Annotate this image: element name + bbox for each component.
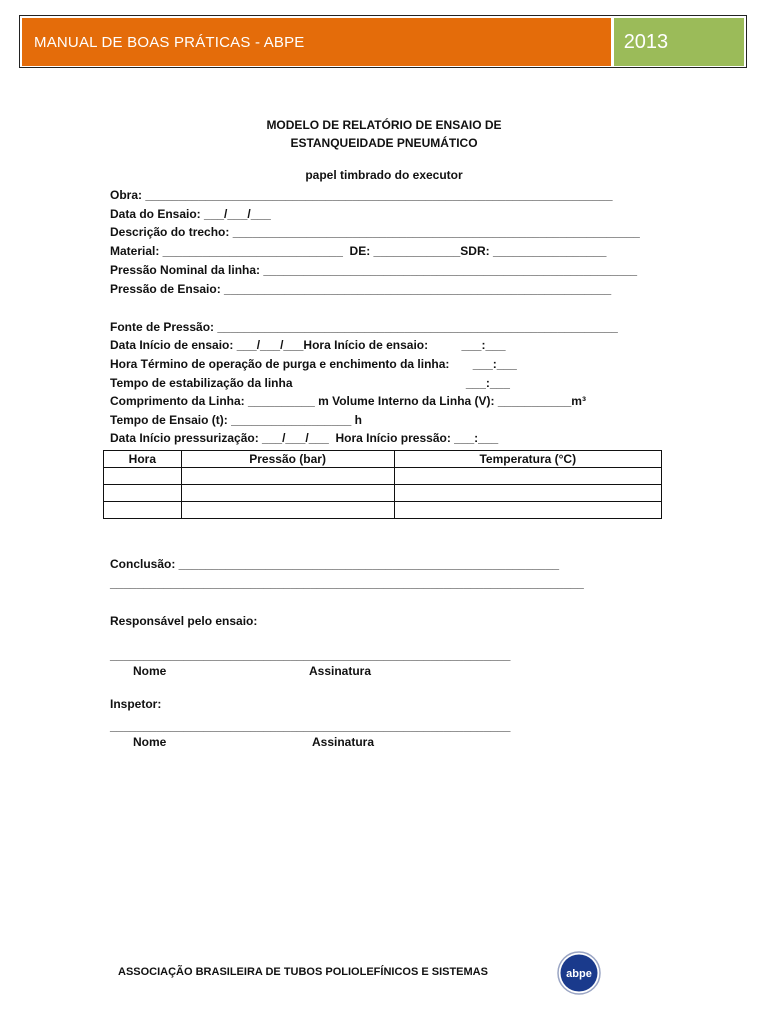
column-header-temperatura: Temperatura (°C)	[394, 451, 661, 468]
logo-text: abpe	[566, 968, 592, 980]
conclusion-line2: _______________________________________________________________________	[110, 576, 584, 590]
inspetor-signature-line: ____________________________________________________________	[110, 719, 511, 733]
field-descricao-trecho: Descrição do trecho: _____________________________________________________________	[110, 225, 640, 239]
table-cell	[104, 502, 182, 519]
conclusion-line1: Conclusão: _________________________________________________________	[110, 557, 560, 571]
field-data-pressurizacao: Data Início pressurização: ___/___/___ Hora Início pressão: ___:___	[110, 431, 499, 445]
readings-table	[103, 450, 662, 519]
field-obra: Obra: ______________________________________________________________________	[110, 188, 613, 202]
table-cell	[181, 485, 394, 502]
responsavel-signature-line: ____________________________________________________________	[110, 648, 511, 662]
field-material: Material: ___________________________ DE: _____________SDR: _________________	[110, 244, 607, 258]
responsavel-nome-label: Nome	[133, 664, 167, 678]
column-header-pressao: Pressão (bar)	[181, 451, 394, 468]
field-fonte-pressao: Fonte de Pressão: ____________________________________________________________	[110, 320, 618, 334]
table-row	[104, 485, 662, 502]
inspetor-label: Inspetor:	[110, 697, 162, 711]
document-title-line2: ESTANQUEIDADE PNEUMÁTICO	[290, 136, 478, 150]
table-cell	[104, 485, 182, 502]
table-row	[104, 468, 662, 485]
responsavel-assinatura-label: Assinatura	[309, 664, 372, 678]
abpe-logo	[557, 951, 601, 995]
footer-org-name: ASSOCIAÇÃO BRASILEIRA DE TUBOS POLIOLEFÍNICOS E SISTEMAS	[118, 966, 488, 978]
table-row	[104, 502, 662, 519]
header-title: MANUAL DE BOAS PRÁTICAS - ABPE	[22, 18, 611, 66]
table-cell	[394, 468, 661, 485]
field-tempo-ensaio: Tempo de Ensaio (t): __________________ h	[110, 413, 362, 427]
table-header-row	[104, 451, 662, 468]
header-year: 2013	[614, 18, 744, 66]
responsavel-label: Responsável pelo ensaio:	[110, 614, 258, 628]
field-pressao-ensaio: Pressão de Ensaio: __________________________________________________________	[110, 282, 612, 296]
table-cell	[394, 502, 661, 519]
table-cell	[104, 468, 182, 485]
field-tempo-estabilizacao: Tempo de estabilização da linha ___:___	[110, 376, 510, 390]
table-cell	[394, 485, 661, 502]
field-pressao-nominal: Pressão Nominal da linha: ________________________________________________________	[110, 263, 638, 277]
field-data-inicio-ensaio: Data Início de ensaio: ___/___/___Hora Início de ensaio: ___:___	[110, 338, 506, 352]
table-cell	[181, 502, 394, 519]
page-header	[19, 15, 747, 68]
document-subtitle: papel timbrado do executor	[305, 168, 463, 182]
column-header-hora: Hora	[104, 451, 182, 468]
inspetor-nome-label: Nome	[133, 735, 167, 749]
field-hora-termino: Hora Término de operação de purga e enchimento da linha: ___:___	[110, 357, 517, 371]
field-comprimento-volume: Comprimento da Linha: __________ m Volume Interno da Linha (V): ___________m³	[110, 394, 586, 408]
inspetor-assinatura-label: Assinatura	[312, 735, 375, 749]
field-data-ensaio: Data do Ensaio: ___/___/___	[110, 207, 271, 221]
table-cell	[181, 468, 394, 485]
document-title-line1: MODELO DE RELATÓRIO DE ENSAIO DE	[266, 118, 502, 132]
